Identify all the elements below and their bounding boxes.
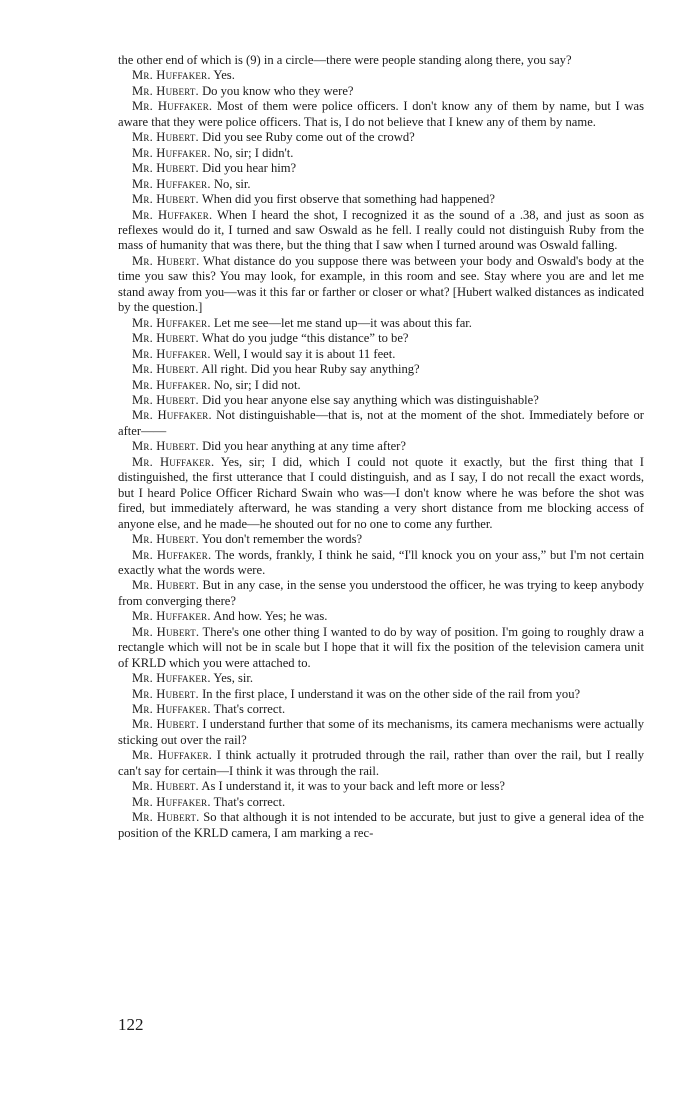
speaker: Mr. Hubert. <box>132 83 199 98</box>
speaker: Mr. Huffaker. <box>132 145 211 160</box>
speaker: Mr. Huffaker. <box>132 454 215 469</box>
paragraph-text: But in any case, in the sense you understood the officer, he was trying to keep anybody from converging there? <box>118 578 644 608</box>
paragraph-16 <box>118 393 644 408</box>
speaker: Mr. Hubert. <box>132 161 199 176</box>
page-number: 122 <box>118 1015 144 1034</box>
speaker: Mr. Hubert. <box>132 392 199 407</box>
speaker: Mr. Hubert. <box>132 779 199 794</box>
speaker: Mr. Hubert. <box>132 624 200 639</box>
paragraph-4 <box>118 130 644 145</box>
speaker: Mr. Huffaker. <box>132 609 211 624</box>
paragraph-6 <box>118 161 644 176</box>
paragraph-text: Let me see—let me stand up—it was about this far. <box>213 315 472 330</box>
speaker: Mr. Hubert. <box>132 439 199 454</box>
speaker: Mr. Hubert. <box>132 192 199 207</box>
speaker: Mr. Huffaker. <box>132 68 211 83</box>
speaker: Mr. Hubert. <box>132 717 200 732</box>
paragraph-text: What distance do you suppose there was between your body and Oswald's body at the time you saw this? You may look, for example, in this room and see. Stay where you are and let me stand away from you—was it this far or farther or closer or what? [Hubert walked distances as indicated by the question.] <box>118 253 644 315</box>
paragraph-20 <box>118 532 644 547</box>
speaker: Mr. Hubert. <box>132 686 199 701</box>
paragraph-text: No, sir; I did not. <box>213 377 301 392</box>
paragraph-9 <box>118 208 644 254</box>
paragraph-12 <box>118 331 644 346</box>
paragraph-text: What do you judge “this distance” to be? <box>201 331 409 346</box>
paragraph-23 <box>118 609 644 624</box>
paragraph-11 <box>118 316 644 331</box>
paragraph-32 <box>118 810 644 841</box>
paragraph-22 <box>118 578 644 609</box>
speaker: Mr. Huffaker. <box>132 207 213 222</box>
paragraph-text: The words, frankly, I think he said, “I'll knock you on your ass,” but I'm not certain exactly what the words were. <box>118 547 645 577</box>
paragraph-18 <box>118 439 644 454</box>
speaker: Mr. Huffaker. <box>132 408 212 423</box>
paragraph-8 <box>118 192 644 207</box>
paragraph-text: As I understand it, it was to your back and left more or less? <box>201 779 505 794</box>
paragraph-text: Did you hear anyone else say anything which was distinguishable? <box>202 392 539 407</box>
paragraph-29 <box>118 748 644 779</box>
paragraph-17 <box>118 408 644 439</box>
paragraph-text: Yes, sir; I did, which I could not quote it exactly, but the first thing that I distinguished, the first utterance that I could distinguish, and as I say, I do not recall the exact words, but I heard Police Officer Richard Swain who was—I don't know where he was before the shot was fired, but immediately afterward, he was standing a very short distance from me blocking access of anyone else, and he made—he shouted out for no one to come any further. <box>118 454 644 531</box>
speaker: Mr. Huffaker. <box>132 346 211 361</box>
paragraph-text: When I heard the shot, I recognized it as the sound of a .38, and just as soon as reflexes would do it, I turned and saw Oswald as he fell. I really could not distinguish Ruby from the mass of humanity that was there, but the thing that I saw when I turned around was Oswald falling. <box>118 207 644 253</box>
paragraph-text: In the first place, I understand it was on the other side of the rail from you? <box>202 686 581 701</box>
paragraph-3 <box>118 99 644 130</box>
paragraph-0 <box>118 53 644 68</box>
paragraph-text: That's correct. <box>213 702 286 717</box>
paragraph-text: No, sir; I didn't. <box>213 145 294 160</box>
paragraph-2 <box>118 84 644 99</box>
speaker: Mr. Hubert. <box>132 810 200 825</box>
paragraph-text: You don't remember the words? <box>201 532 363 547</box>
paragraph-text: Most of them were police officers. I don't know any of them by name, but I was aware that they were police officers. That is, I do not believe that I knew any of them by name. <box>118 99 645 129</box>
paragraph-text: And how. Yes; he was. <box>213 609 328 624</box>
speaker: Mr. Hubert. <box>132 578 200 593</box>
paragraph-text: That's correct. <box>213 794 286 809</box>
paragraph-24 <box>118 625 644 671</box>
speaker: Mr. Huffaker. <box>132 377 211 392</box>
paragraph-30 <box>118 779 644 794</box>
paragraph-14 <box>118 362 644 377</box>
speaker: Mr. Huffaker. <box>132 315 211 330</box>
paragraph-28 <box>118 717 644 748</box>
paragraph-text: I think actually it protruded through the rail, rather than over the rail, but I really can't say for certain—I think it was through the rail. <box>118 748 645 778</box>
paragraph-26 <box>118 687 644 702</box>
speaker: Mr. Hubert. <box>132 532 199 547</box>
speaker: Mr. Hubert. <box>132 130 199 145</box>
paragraph-text: Do you know who they were? <box>202 83 354 98</box>
page-body <box>118 53 644 841</box>
paragraph-7 <box>118 177 644 192</box>
paragraph-text: the other end of which is (9) in a circle—there were people standing along there, you say? <box>118 53 572 67</box>
paragraph-text: Did you hear him? <box>202 161 297 176</box>
paragraph-text: Not distinguishable—that is, not at the moment of the shot. Immediately before or after—— <box>118 408 644 438</box>
paragraph-text: Did you see Ruby come out of the crowd? <box>202 130 415 145</box>
paragraph-text: Yes, sir. <box>213 671 254 686</box>
paragraph-1 <box>118 68 644 83</box>
paragraph-text: Well, I would say it is about 11 feet. <box>213 346 396 361</box>
speaker: Mr. Hubert. <box>132 362 199 377</box>
speaker: Mr. Huffaker. <box>132 794 211 809</box>
paragraph-10 <box>118 254 644 316</box>
paragraph-5 <box>118 146 644 161</box>
paragraph-25 <box>118 671 644 686</box>
speaker: Mr. Huffaker. <box>132 99 213 114</box>
speaker: Mr. Huffaker. <box>132 671 211 686</box>
paragraph-text: When did you first observe that something had happened? <box>201 192 495 207</box>
speaker: Mr. Hubert. <box>132 331 199 346</box>
paragraph-21 <box>118 548 644 579</box>
paragraph-15 <box>118 378 644 393</box>
paragraph-text: There's one other thing I wanted to do by way of position. I'm going to roughly draw a rectangle which will not be in scale but I hope that it will fix the position of the television camera unit of KRLD which you were attached to. <box>118 624 645 670</box>
speaker: Mr. Huffaker. <box>132 748 213 763</box>
paragraph-text: So that although it is not intended to be accurate, but just to give a general idea of the position of the KRLD camera, I am marking a rec- <box>118 810 644 840</box>
paragraph-13 <box>118 347 644 362</box>
paragraph-19 <box>118 455 644 532</box>
paragraph-27 <box>118 702 644 717</box>
paragraph-text: All right. Did you hear Ruby say anything? <box>201 362 420 377</box>
paragraph-text: Yes. <box>213 68 235 83</box>
paragraph-text: Did you hear anything at any time after? <box>202 439 406 454</box>
speaker: Mr. Huffaker. <box>132 547 212 562</box>
speaker: Mr. Hubert. <box>132 253 200 268</box>
paragraph-text: I understand further that some of its mechanisms, its camera mechanisms were actually sticking out over the rail? <box>118 717 645 747</box>
paragraph-31 <box>118 795 644 810</box>
speaker: Mr. Huffaker. <box>132 176 211 191</box>
speaker: Mr. Huffaker. <box>132 702 211 717</box>
paragraph-text: No, sir. <box>213 176 251 191</box>
